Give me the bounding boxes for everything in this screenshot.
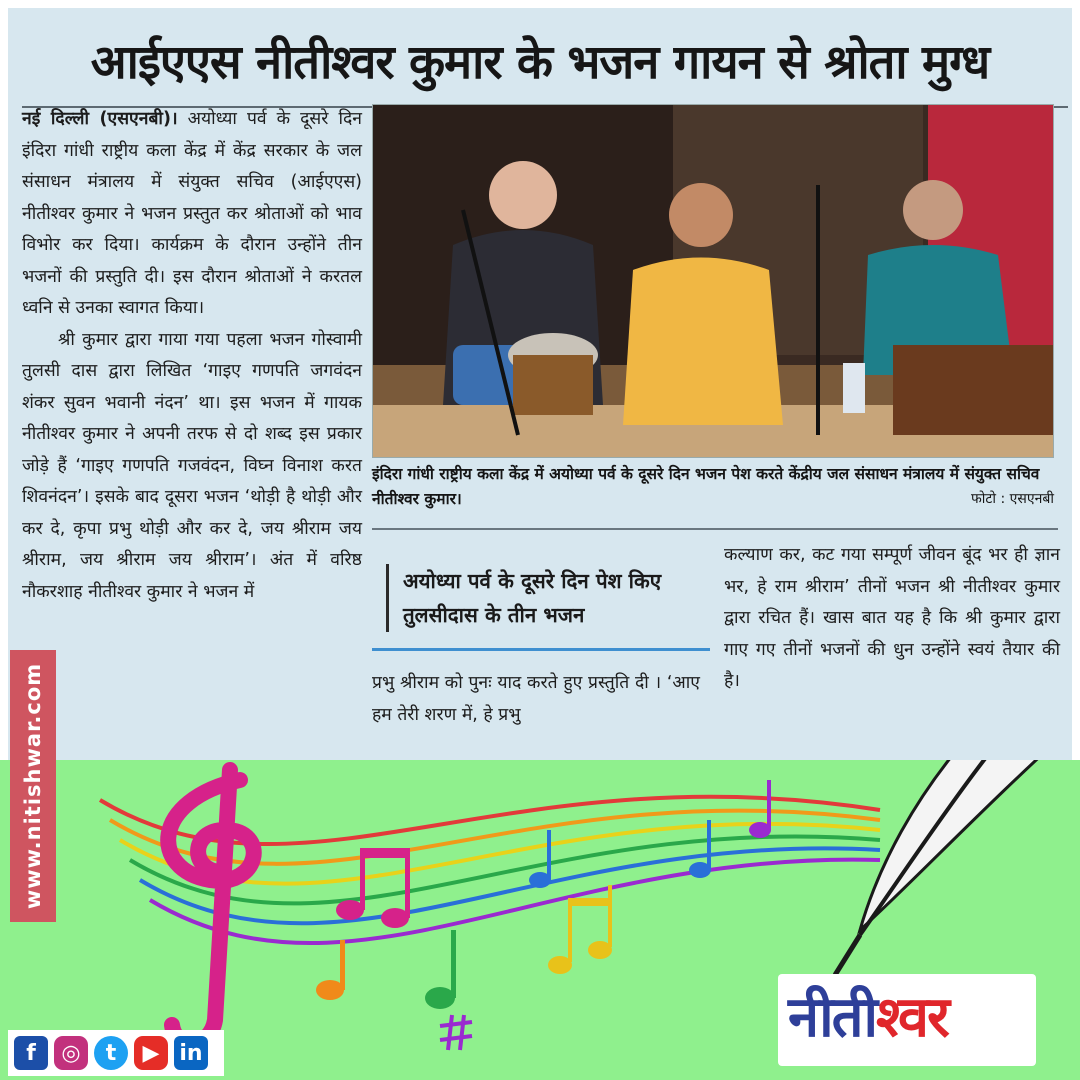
- treble-clef-icon: [168, 770, 254, 1043]
- photo-credit: फोटो : एसएनबी: [970, 491, 1054, 507]
- article-right-column: कल्याण कर, कट गया सम्पूर्ण जीवन बूंद भर ही ज्ञान भर, हे राम श्रीराम’ तीनों भजन श्री नीतीश्वर कुमार द्वारा रचित हैं। खास बात यह है कि श्री कुमार द्वारा गाए गए तीनों भजनों की धुन उन्होंने स्वयं तैयार की है।: [724, 545, 1060, 691]
- photo-caption-text: इंदिरा गांधी राष्ट्रीय कला केंद्र में अयोध्या पर्व के दूसरे दिन भजन पेश करते केंद्रीय जल संसाधन मंत्रालय में संयुक्त सचिव नीतीश्वर कुमार।: [372, 465, 1040, 508]
- article-middle-column: प्रभु श्रीराम को पुनः याद करते हुए प्रस्तुति दी । ‘आए हम तेरी शरण में, हे प्रभु: [372, 673, 700, 725]
- instagram-icon[interactable]: ◎: [54, 1036, 88, 1070]
- photo-caption: [372, 462, 1058, 512]
- subheading: अयोध्या पर्व के दूसरे दिन पेश किए तुलसीदास के तीन भजन: [386, 564, 704, 632]
- website-url[interactable]: www.nitishwar.com: [21, 662, 45, 910]
- article-left-column: [22, 104, 362, 608]
- feather-quill-icon: [835, 760, 1080, 975]
- social-icons-bar: [8, 1030, 224, 1076]
- youtube-icon[interactable]: ▶: [134, 1036, 168, 1070]
- article-paragraph-2: श्री कुमार द्वारा गाया गया पहला भजन गोस्वामी तुलसी दास द्वारा लिखित ‘गाइए गणपति जगवंदन शंकर सुवन भवानी नंदन’ था। इस भजन में गायक नीतीश्वर कुमार ने अपनी तरफ से दो शब्द इस प्रकार जोड़े हैं ‘गाइए गणपति गजवंदन, विघ्न विनाश करत शिवनंदन’। इसके बाद दूसरा भजन ‘थोड़ी है थोड़ी और कर दे, कृपा प्रभु थोड़ी और कर दे, जय श्रीराम जय श्रीराम, जय श्रीराम जय श्रीराम’। अंत में वरिष्ठ नौकरशाह नीतीश्वर कुमार ने भजन में: [22, 329, 362, 602]
- headline: आईएएस नीतीश्वर कुमार के भजन गायन से श्रोता मुग्ध: [90, 35, 990, 90]
- facebook-icon[interactable]: f: [14, 1036, 48, 1070]
- concert-photo: [372, 104, 1054, 458]
- dateline: नई दिल्ली (एसएनबी)।: [22, 109, 178, 129]
- twitter-icon[interactable]: t: [94, 1036, 128, 1070]
- caption-rule: [372, 528, 1058, 530]
- concert-photo-illustration: [373, 105, 1054, 458]
- article-paragraph-1: [22, 104, 362, 325]
- subheading-rule: [372, 648, 710, 651]
- logo-part-1: नीती: [788, 985, 877, 1050]
- logo-part-2: श्वर: [876, 985, 948, 1050]
- article-paragraph-1-text: अयोध्या पर्व के दूसरे दिन इंदिरा गांधी राष्ट्रीय कला केंद्र में केंद्र सरकार के जल संसाधन मंत्रालय में संयुक्त सचिव (आईएएस) नीतीश्वर कुमार ने भजन प्रस्तुत कर श्रोताओं को भाव विभोर कर दिया। कार्यक्रम के दौरान उन्होंने तीन भजनों की प्रस्तुति दी। इस दौरान श्रोताओं ने करतल ध्वनि से उनका स्वागत किया।: [22, 109, 362, 318]
- linkedin-icon[interactable]: in: [174, 1036, 208, 1070]
- sharp-sign-icon: [440, 1015, 472, 1050]
- brand-logo: [788, 978, 948, 1058]
